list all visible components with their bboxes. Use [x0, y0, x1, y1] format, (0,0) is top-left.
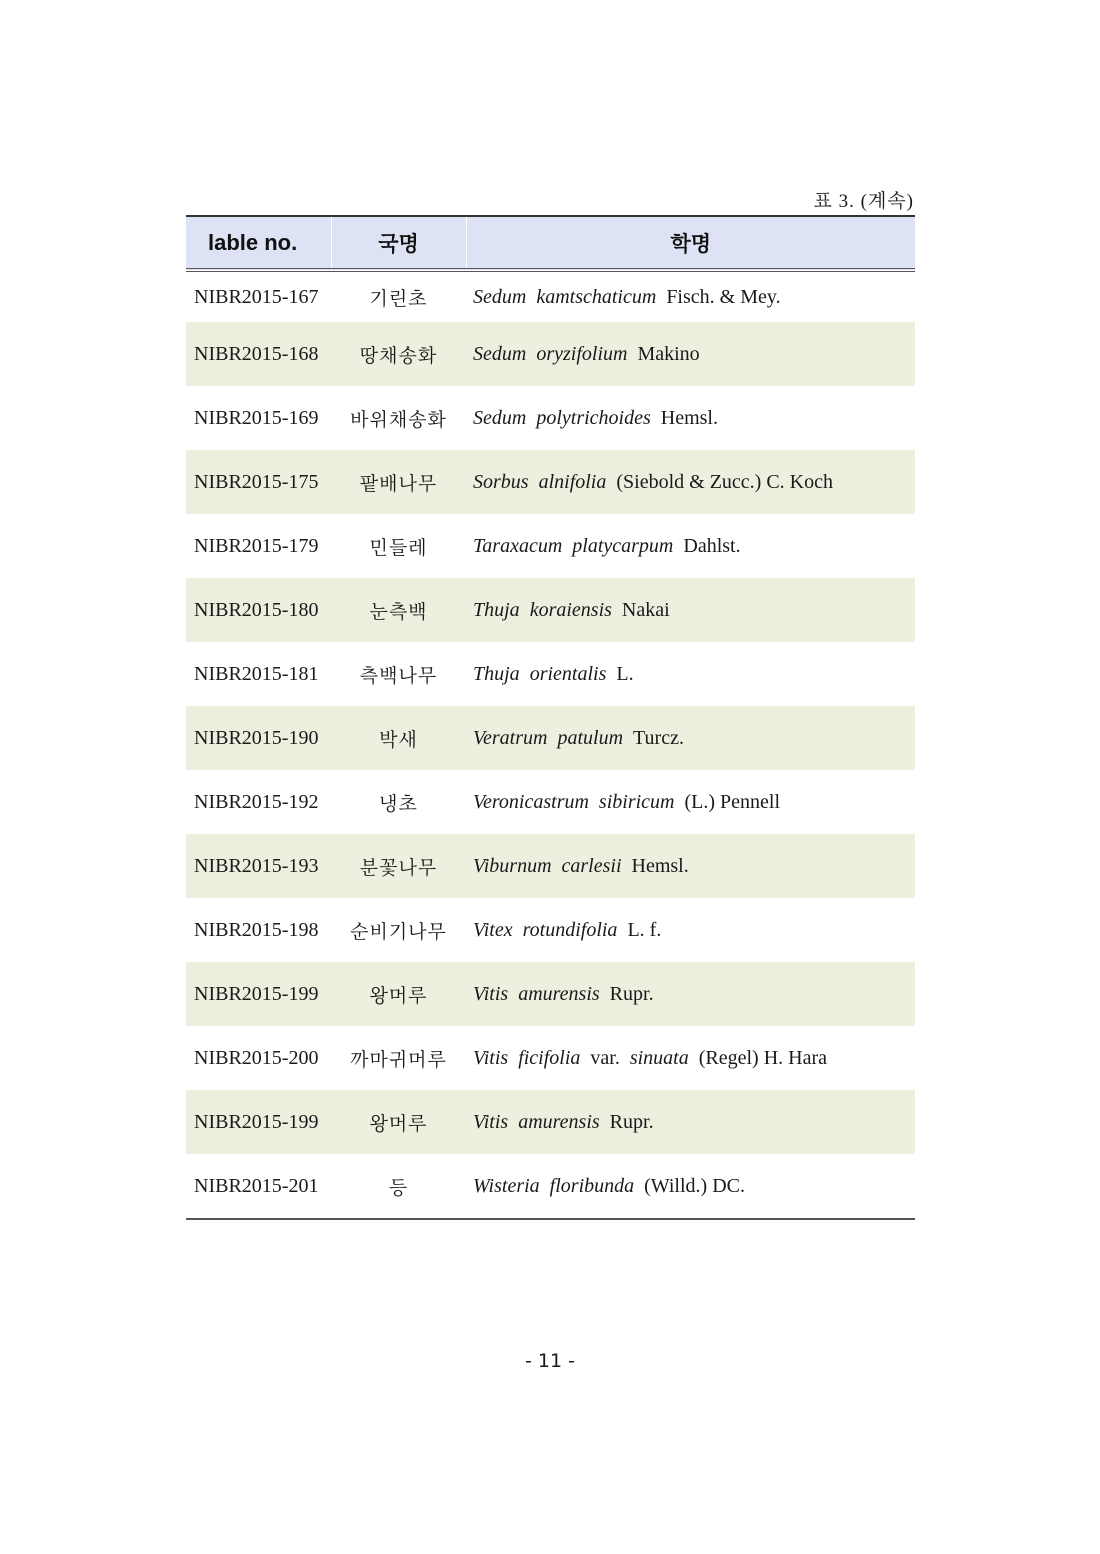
label-no-cell: NIBR2015-199 — [186, 1090, 331, 1154]
author-citation: Rupr. — [609, 1110, 654, 1133]
species-table — [186, 215, 915, 1220]
author-citation: (Siebold & Zucc.) C. Koch — [616, 470, 833, 493]
label-no-cell: NIBR2015-181 — [194, 662, 319, 685]
korean-name-cell: 눈측백 — [331, 578, 466, 642]
author-citation: Makino — [637, 342, 700, 365]
table-row — [186, 322, 915, 386]
korean-name-cell: 민들레 — [369, 536, 428, 559]
author-citation: Nakai — [621, 598, 670, 621]
korean-name-cell: 팥배나무 — [331, 450, 466, 514]
genus-name: Sorbus — [473, 470, 529, 493]
table-row — [186, 578, 915, 642]
author-citation: (Willd.) DC. — [644, 1174, 745, 1197]
table-row — [186, 1026, 915, 1090]
label-no-cell: NIBR2015-199 — [186, 962, 331, 1026]
label-no-cell: NIBR2015-179 — [194, 534, 319, 557]
species-epithet: floribunda — [549, 1174, 635, 1197]
table-row — [186, 770, 915, 834]
scientific-name-cell — [466, 386, 915, 450]
genus-name: Vitis — [473, 1110, 509, 1133]
species-epithet: kamtschaticum — [536, 285, 657, 308]
genus-name: Sedum — [473, 406, 527, 429]
species-epithet: carlesii — [561, 854, 622, 877]
genus-name: Viburnum — [473, 854, 552, 877]
table-row — [186, 898, 915, 962]
genus-name: Vitex — [473, 918, 513, 941]
korean-name-cell: 순비기나무 — [350, 920, 447, 943]
genus-name: Veratrum — [473, 726, 548, 749]
author-citation: Dahlst. — [683, 534, 741, 557]
genus-name: Veronicastrum — [473, 790, 589, 813]
scientific-name-cell — [466, 1026, 915, 1090]
table-row — [186, 1090, 915, 1154]
scientific-name-cell — [466, 450, 915, 514]
genus-name: Thuja — [473, 662, 520, 685]
table-caption: 표 3. (계속) — [813, 191, 914, 212]
header-scientific-name: 학명 — [466, 216, 915, 270]
species-epithet: platycarpum — [572, 534, 674, 557]
korean-name-cell: 박새 — [331, 706, 466, 770]
korean-name-cell: 땅채송화 — [331, 322, 466, 386]
label-no-cell: NIBR2015-169 — [194, 406, 319, 429]
label-no-cell: NIBR2015-175 — [186, 450, 331, 514]
author-citation: Hemsl. — [631, 854, 689, 877]
label-no-cell: NIBR2015-192 — [194, 790, 319, 813]
species-epithet: rotundifolia — [522, 918, 618, 941]
table-row — [186, 450, 915, 514]
table-row — [186, 270, 915, 322]
scientific-name-cell — [466, 1154, 915, 1219]
header-label-no: lable no. — [186, 216, 331, 270]
species-epithet: oryzifolium — [536, 342, 628, 365]
genus-name: Vitis — [473, 982, 509, 1005]
genus-name: Vitis — [473, 1046, 509, 1069]
species-epithet: amurensis — [518, 982, 600, 1005]
scientific-name-cell — [466, 706, 915, 770]
infraspecific-rank: var. — [590, 1046, 620, 1069]
table-row — [186, 962, 915, 1026]
author-citation: Hemsl. — [660, 406, 718, 429]
table-row — [186, 1154, 915, 1219]
species-epithet: koraiensis — [529, 598, 612, 621]
korean-name-cell: 까마귀머루 — [350, 1048, 447, 1071]
genus-name: Wisteria — [473, 1174, 540, 1197]
author-citation: (Regel) H. Hara — [698, 1046, 828, 1069]
scientific-name-cell — [466, 578, 915, 642]
genus-name: Taraxacum — [473, 534, 563, 557]
species-epithet: orientalis — [529, 662, 607, 685]
author-citation: L. — [616, 662, 634, 685]
scientific-name-cell — [466, 642, 915, 706]
scientific-name-cell — [466, 770, 915, 834]
table-row — [186, 514, 915, 578]
table-header-row — [186, 216, 915, 270]
table-row — [186, 642, 915, 706]
table-row — [186, 386, 915, 450]
author-citation: Turcz. — [633, 726, 684, 749]
header-korean-name: 국명 — [331, 216, 466, 270]
species-epithet: amurensis — [518, 1110, 600, 1133]
species-epithet: polytrichoides — [536, 406, 651, 429]
scientific-name-cell — [466, 962, 915, 1026]
species-epithet: patulum — [557, 726, 624, 749]
label-no-cell: NIBR2015-200 — [194, 1046, 319, 1069]
korean-name-cell: 분꽃나무 — [331, 834, 466, 898]
scientific-name-cell — [466, 322, 915, 386]
author-citation: (L.) Pennell — [684, 790, 781, 813]
scientific-name-cell — [466, 1090, 915, 1154]
scientific-name-cell — [466, 834, 915, 898]
species-epithet: sibiricum — [598, 790, 675, 813]
author-citation: L. f. — [627, 918, 662, 941]
korean-name-cell: 왕머루 — [331, 1090, 466, 1154]
scientific-name-cell — [466, 898, 915, 962]
korean-name-cell: 등 — [331, 1154, 466, 1219]
scientific-name-cell — [466, 270, 915, 322]
author-citation: Fisch. & Mey. — [666, 285, 781, 308]
genus-name: Sedum — [473, 285, 527, 308]
label-no-cell: NIBR2015-198 — [194, 918, 319, 941]
label-no-cell: NIBR2015-201 — [186, 1154, 331, 1219]
genus-name: Thuja — [473, 598, 520, 621]
korean-name-cell: 바위채송화 — [350, 408, 447, 431]
label-no-cell: NIBR2015-190 — [186, 706, 331, 770]
korean-name-cell: 왕머루 — [331, 962, 466, 1026]
table-row — [186, 706, 915, 770]
author-citation: Rupr. — [609, 982, 654, 1005]
page-number: - 11 - — [525, 1350, 575, 1372]
korean-name-cell: 냉초 — [379, 792, 418, 815]
label-no-cell: NIBR2015-168 — [186, 322, 331, 386]
genus-name: Sedum — [473, 342, 527, 365]
label-no-cell: NIBR2015-193 — [186, 834, 331, 898]
korean-name-cell: 측백나무 — [359, 664, 438, 687]
korean-name-cell: 기린초 — [369, 287, 428, 310]
table-row — [186, 834, 915, 898]
species-epithet: ficifolia — [518, 1046, 581, 1069]
label-no-cell: NIBR2015-180 — [186, 578, 331, 642]
species-epithet: alnifolia — [538, 470, 607, 493]
scientific-name-cell — [466, 514, 915, 578]
infraspecific-epithet: sinuata — [629, 1046, 689, 1069]
label-no-cell: NIBR2015-167 — [194, 285, 319, 308]
